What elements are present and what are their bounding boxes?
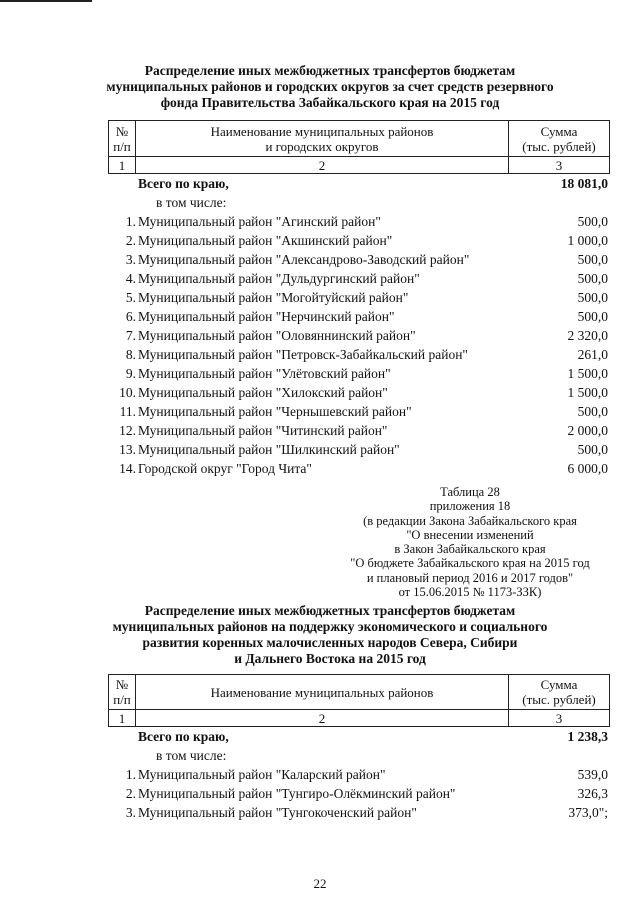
note-line: и плановый период 2016 и 2017 годов" bbox=[366, 570, 574, 585]
table-row bbox=[108, 440, 608, 459]
row-number: 6. bbox=[125, 309, 136, 324]
row-name: Муниципальный район "Александрово-Заводский район" bbox=[138, 252, 470, 267]
table-row bbox=[108, 212, 608, 231]
appendix-note bbox=[330, 485, 610, 599]
row-number: 8. bbox=[125, 347, 136, 362]
header-num-line1: № bbox=[115, 123, 129, 139]
row-number: 1. bbox=[125, 767, 136, 782]
table-row bbox=[108, 345, 608, 364]
title-line: муниципальных районов и городских округов за счет средств резервного bbox=[106, 79, 554, 94]
header-index-1: 1 bbox=[109, 157, 136, 174]
header-num-cell bbox=[109, 121, 136, 157]
row-number: 3. bbox=[125, 252, 136, 267]
title-line: Распределение иных межбюджетных трансфертов бюджетам bbox=[144, 603, 516, 618]
row-name: Муниципальный район "Петровск-Забайкальский район" bbox=[138, 347, 468, 362]
table-row bbox=[108, 421, 608, 440]
note-line: в Закон Забайкальского края bbox=[394, 542, 546, 557]
note-line: Таблица 28 bbox=[440, 485, 500, 499]
header-index-2: 2 bbox=[136, 157, 509, 174]
row-value: 261,0 bbox=[577, 347, 608, 362]
header-name-cell bbox=[136, 121, 509, 157]
row-number: 13. bbox=[119, 442, 136, 457]
table-row bbox=[108, 231, 608, 250]
header-sum-line2: (тыс. рублей) bbox=[522, 138, 596, 154]
total-value: 18 081,0 bbox=[560, 176, 608, 191]
row-name: Муниципальный район "Шилкинский район" bbox=[138, 442, 400, 457]
header-sum-cell bbox=[509, 675, 610, 710]
row-number: 12. bbox=[119, 423, 136, 438]
row-number: 3. bbox=[125, 805, 136, 820]
header-num-line2: п/п bbox=[113, 138, 131, 154]
note-line: "О внесении изменений bbox=[406, 527, 534, 542]
header-index-3: 3 bbox=[509, 710, 610, 727]
table-row bbox=[108, 250, 608, 269]
row-number: 5. bbox=[125, 290, 136, 305]
row-number: 7. bbox=[125, 328, 136, 343]
title-line: развития коренных малочисленных народов Севера, Сибири bbox=[142, 635, 518, 650]
table-row bbox=[108, 402, 608, 421]
header-name-line1: Наименование муниципальных районов bbox=[210, 123, 434, 139]
title-line: Распределение иных межбюджетных трансфертов бюджетам bbox=[144, 63, 516, 78]
title-line: фонда Правительства Забайкальского края на 2015 год bbox=[160, 95, 500, 110]
row-number: 4. bbox=[125, 271, 136, 286]
section1-header-table bbox=[108, 120, 610, 174]
title-line: и Дальнего Востока на 2015 год bbox=[234, 651, 426, 666]
including-row bbox=[108, 193, 608, 212]
including-row bbox=[108, 746, 608, 765]
header-num-cell bbox=[109, 675, 136, 710]
table-row bbox=[108, 269, 608, 288]
header-sum-line2: (тыс. рублей) bbox=[522, 692, 596, 707]
row-value: 1 500,0 bbox=[567, 385, 608, 400]
row-number: 2. bbox=[125, 233, 136, 248]
row-name: Муниципальный район "Тунгиро-Олёкминский район" bbox=[138, 786, 456, 801]
row-name: Городской округ "Город Чита" bbox=[138, 461, 312, 476]
header-index-3: 3 bbox=[509, 157, 610, 174]
section2-rows bbox=[108, 727, 608, 822]
row-number: 2. bbox=[125, 786, 136, 801]
header-sum-line1: Сумма bbox=[540, 677, 578, 692]
row-number: 1. bbox=[125, 214, 136, 229]
header-name-line2: и городских округов bbox=[265, 138, 379, 154]
table-row bbox=[108, 383, 608, 402]
row-name: Муниципальный район "Могойтуйский район" bbox=[138, 290, 409, 305]
section2-header-table bbox=[108, 674, 610, 727]
row-value: 500,0 bbox=[577, 252, 608, 267]
section1-rows bbox=[108, 174, 608, 478]
row-name: Муниципальный район "Чернышевский район" bbox=[138, 404, 412, 419]
including-label: в том числе: bbox=[156, 195, 227, 210]
row-name: Муниципальный район "Дульдургинский район" bbox=[138, 271, 420, 286]
note-line: от 15.06.2015 № 1173-ЗЗК) bbox=[398, 585, 542, 600]
total-value: 1 238,3 bbox=[567, 729, 608, 744]
row-value: 500,0 bbox=[577, 309, 608, 324]
note-line: "О бюджете Забайкальского края на 2015 год bbox=[350, 556, 590, 571]
section1-list bbox=[108, 212, 608, 478]
row-name: Муниципальный район "Каларский район" bbox=[138, 767, 386, 782]
row-value: 1 000,0 bbox=[567, 233, 608, 248]
table-row bbox=[108, 803, 608, 822]
row-value: 500,0 bbox=[577, 271, 608, 286]
row-name: Муниципальный район "Акшинский район" bbox=[138, 233, 393, 248]
row-number: 11. bbox=[119, 404, 136, 419]
row-value: 500,0 bbox=[577, 214, 608, 229]
row-value: 500,0 bbox=[577, 404, 608, 419]
row-name: Муниципальный район "Нерчинский район" bbox=[138, 309, 395, 324]
header-name-cell: Наименование муниципальных районов bbox=[136, 675, 509, 710]
total-row bbox=[108, 727, 608, 746]
note-line: (в редакции Закона Забайкальского края bbox=[363, 513, 577, 528]
page-number: 22 bbox=[313, 876, 327, 891]
row-number: 14. bbox=[119, 461, 136, 476]
table-row bbox=[108, 459, 608, 478]
header-index-1: 1 bbox=[109, 710, 136, 727]
total-label: Всего по краю, bbox=[138, 176, 229, 191]
header-num-line2: п/п bbox=[113, 692, 131, 707]
row-name: Муниципальный район "Тунгокоченский район" bbox=[138, 805, 417, 820]
top-edge-line bbox=[0, 0, 92, 2]
total-row bbox=[108, 174, 608, 193]
section2-title bbox=[80, 603, 580, 667]
table-row bbox=[108, 307, 608, 326]
total-label: Всего по краю, bbox=[138, 729, 229, 744]
table-row bbox=[108, 288, 608, 307]
row-number: 9. bbox=[125, 366, 136, 381]
including-label: в том числе: bbox=[156, 748, 227, 763]
row-value: 6 000,0 bbox=[567, 461, 608, 476]
row-value: 2 000,0 bbox=[567, 423, 608, 438]
row-value: 2 320,0 bbox=[567, 328, 608, 343]
table-row bbox=[108, 364, 608, 383]
title-line: муниципальных районов на поддержку экономического и социального bbox=[112, 619, 548, 634]
section2-list bbox=[108, 765, 608, 822]
row-number: 10. bbox=[119, 385, 136, 400]
header-sum-line1: Сумма bbox=[540, 123, 578, 139]
row-value: 326,3 bbox=[577, 786, 608, 801]
section1-title bbox=[80, 63, 580, 111]
table-row bbox=[108, 765, 608, 784]
table-row bbox=[108, 784, 608, 803]
row-name: Муниципальный район "Читинский район" bbox=[138, 423, 388, 438]
header-index-2: 2 bbox=[136, 710, 509, 727]
row-name: Муниципальный район "Улётовский район" bbox=[138, 366, 391, 381]
row-value: 373,0"; bbox=[568, 805, 608, 820]
header-sum-cell bbox=[509, 121, 610, 157]
row-value: 539,0 bbox=[577, 767, 608, 782]
row-name: Муниципальный район "Хилокский район" bbox=[138, 385, 388, 400]
row-value: 500,0 bbox=[577, 442, 608, 457]
row-value: 500,0 bbox=[577, 290, 608, 305]
note-line: приложения 18 bbox=[429, 499, 511, 514]
row-name: Муниципальный район "Агинский район" bbox=[138, 214, 381, 229]
row-name: Муниципальный район "Оловяннинский район" bbox=[138, 328, 416, 343]
table-row bbox=[108, 326, 608, 345]
header-num-line1: № bbox=[115, 677, 129, 692]
row-value: 1 500,0 bbox=[567, 366, 608, 381]
